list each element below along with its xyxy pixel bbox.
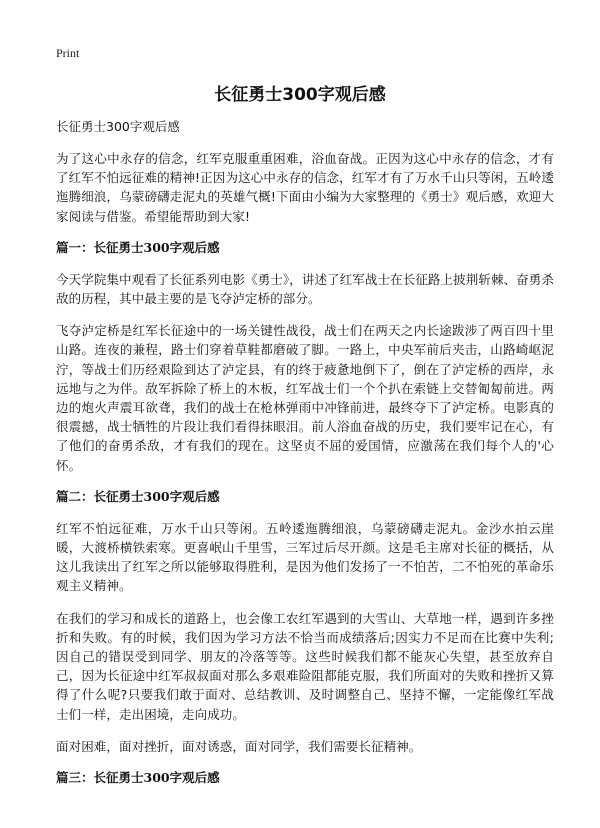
paragraph: 在我们的学习和成长的道路上，也会像工农红军遇到的大雪山、大草地一样，遇到许多挫折和失败。有的时候，我们因为学习方法不恰当而成绩落后;因实力不足而在比赛中失利;因自己的错误受到同学、朋友的冷落等等。这些时候我们都不能灰心失望，甚至放弃自己，因为长征途中红军叔叔面对那么多艰难险阻都能克服，我们所面对的失败和挫折又算得了什么呢?只要我们敢于面对、总结教训、及时调整自己、坚持不懈，一定能像红军战士们一样，走出困境，走向成功。 [56, 610, 554, 722]
section-heading: 篇二：长征勇士300字观后感 [56, 488, 220, 504]
print-link[interactable]: Print [56, 46, 80, 60]
section-heading: 篇三：长征勇士300字观后感 [56, 770, 220, 786]
paragraph: 面对困难，面对挫折，面对诱惑，面对同学，我们需要长征精神。 [56, 738, 422, 754]
paragraph: 今天学院集中观看了长征系列电影《勇士》，讲述了红军战士在长征路上披荆斩棘、奋勇杀敌的历程，其中最主要的是飞夺泸定桥的部分。 [56, 271, 554, 307]
article-subtitle: 长征勇士300字观后感 [56, 119, 180, 134]
paragraph: 飞夺泸定桥是红军长征途中的一场关键性战役，战士们在两天之内长途跋涉了两百四十里山路。连夜的兼程，路士们穿着草鞋都磨破了脚。一路上，中央军前后夹击，山路崎岖泥泞，等战士们历经艰险到达了泸定县，有的终于疲惫地倒下了，倒在了泸定桥的西岸，永远地与之为伴。敌军拆除了桥上的木板，红军战士们一个个扒在索链上交替匍匐前进。两边的炮火声震耳欲聋，我们的战士在枪林弹雨中冲锋前进，最终夺下了泸定桥。电影真的很震撼，战士牺牲的片段让我们看得抹眼泪。前人浴血奋战的历史，我们要牢记在心，有了他们的奋勇杀敌，才有我们的现在。这坚贞不屈的爱国情，应激荡在我们每个人的'心怀。 [56, 323, 554, 473]
paragraph: 红军不怕远征难，万水千山只等闲。五岭逶迤腾细浪，乌蒙磅礴走泥丸。金沙水拍云崖暖，大渡桥横铁索寒。更喜岷山千里雪，三军过后尽开颜。这是毛主席对长征的概括，从这儿我读出了红军之所以能够取得胜利，是因为他们发扬了一不怕苦，二不怕死的革命乐观主义精神。 [56, 520, 554, 594]
section-heading: 篇一：长征勇士300字观后感 [56, 239, 220, 255]
page-title: 长征勇士300字观后感 [214, 85, 386, 105]
article-body [56, 118, 554, 800]
intro-paragraph: 为了这心中永存的信念，红军克服重重困难，浴血奋战。正因为这心中永存的信念，才有了红军不怕远征难的精神!正因为这心中永存的信念，红军才有了万水千山只等闲，五岭逶迤腾细浪，乌蒙磅礴走泥丸的英雄气概!下面由小编为大家整理的《勇士》观后感，欢迎大家阅读与借鉴。希望能帮助到大家! [56, 151, 554, 224]
